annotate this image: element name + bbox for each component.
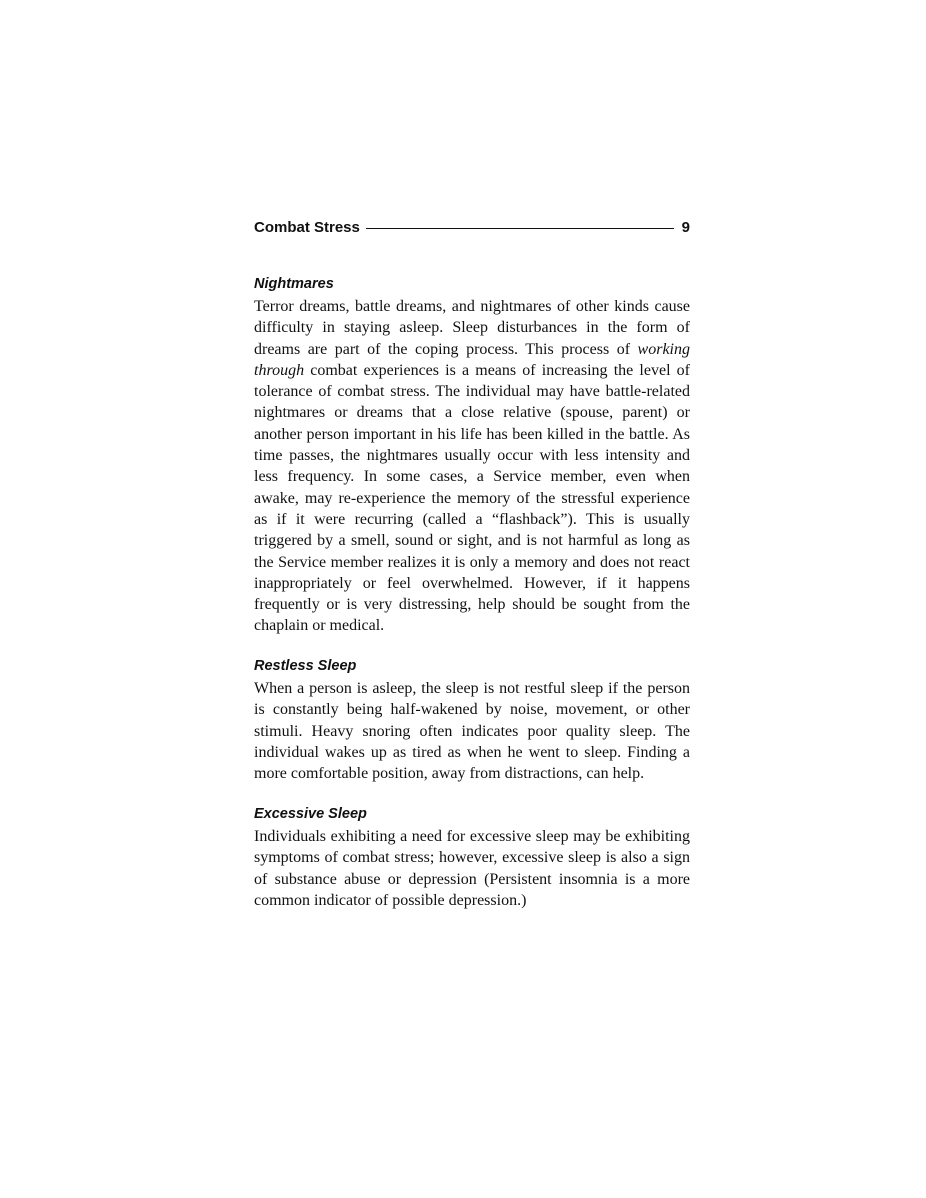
- section-body-nightmares: [254, 296, 690, 637]
- section-heading-nightmares: Nightmares: [254, 276, 334, 292]
- section-heading-excessive-sleep: Excessive Sleep: [254, 806, 367, 822]
- section-body-restless-sleep: When a person is asleep, the sleep is not restful sleep if the person is constantly being half-wakened by noise, movement, or other stimuli. Heavy snoring often indicates poor quality sleep. The individual wakes up as tired as when he went to sleep. Finding a more comfortable position, away from distractions, can help.: [254, 680, 690, 783]
- section-heading-restless-sleep: Restless Sleep: [254, 658, 357, 674]
- section-restless-sleep: [254, 656, 690, 784]
- running-head-title: Combat Stress: [254, 218, 360, 236]
- page-number: 9: [681, 218, 690, 236]
- section-nightmares: [254, 274, 690, 637]
- emphasized-phrase: working through: [254, 340, 690, 379]
- running-head-rule: [366, 228, 674, 229]
- body-text-part: Terror dreams, battle dreams, and nightmares of other kinds cause difficulty in staying asleep. Sleep disturbances in the form of dreams are part of the coping process. This process of: [254, 298, 690, 358]
- section-body-excessive-sleep: Individuals exhibiting a need for excessive sleep may be exhibiting symptoms of combat stress; however, excessive sleep is also a sign of substance abuse or depression (Persistent insomnia is a more common indicator of possible depression.): [254, 828, 690, 909]
- body-text-part: combat experiences is a means of increasing the level of tolerance of combat stress. The individual may have battle-related nightmares or dreams that a close relative (spouse, parent) or another person important in his life has been killed in the battle. As time passes, the nightmares usually occur with less intensity and less frequency. In some cases, a Service member, even when awake, may re-experience the memory of the stressful experience as if it were recurring (called a “flashback”). This is usually triggered by a smell, sound or sight, and is not harmful as long as the Service member realizes it is only a memory and does not react inappropriately or feel overwhelmed. However, if it happens frequently or is very distressing, help should be sought from the chaplain or medical.: [254, 361, 690, 635]
- running-head: [254, 216, 690, 238]
- section-excessive-sleep: [254, 804, 690, 911]
- book-page: [254, 216, 690, 909]
